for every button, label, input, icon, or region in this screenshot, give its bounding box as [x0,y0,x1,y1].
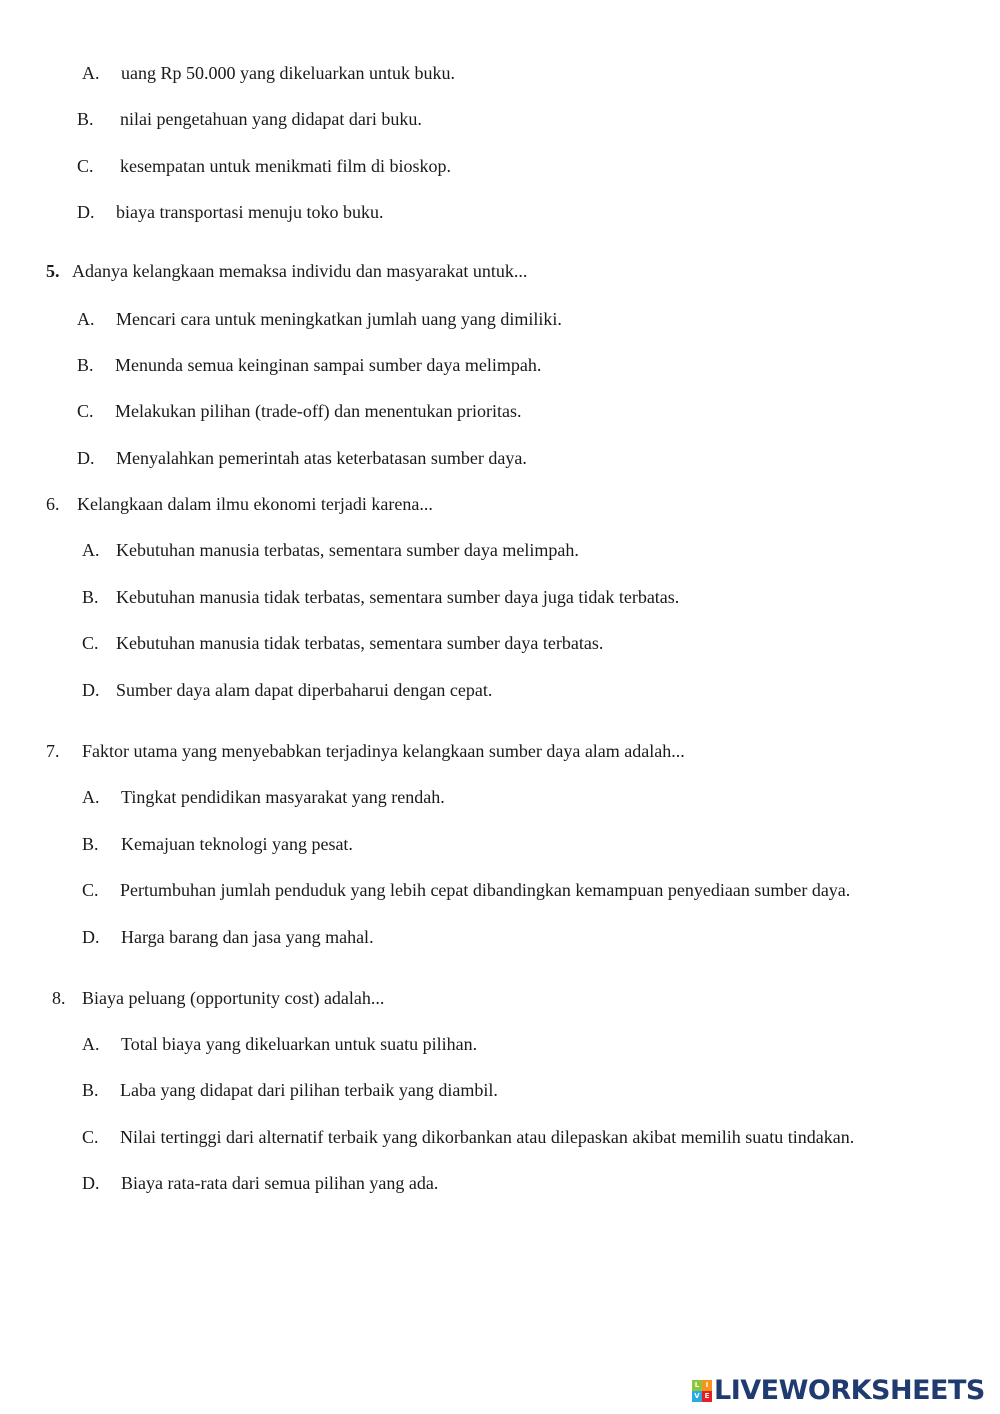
q4-option-c-text: kesempatan untuk menikmati film di bioskop. [120,156,451,176]
q8-option-a-text: Total biaya yang dikeluarkan untuk suatu pilihan. [121,1034,478,1054]
liveworksheets-logo [692,1376,985,1406]
q6-text: Kelangkaan dalam ilmu ekonomi terjadi karena... [77,494,433,514]
q7-text: Faktor utama yang menyebabkan terjadinya kelangkaan sumber daya alam adalah... [82,741,685,761]
q5-number: 5. [46,261,60,281]
q7-number: 7. [46,741,60,761]
q5-option-a-text: Mencari cara untuk meningkatkan jumlah uang yang dimiliki. [116,309,562,329]
q4-option-b-letter: B. [77,109,94,129]
q8-option-d-letter: D. [82,1173,100,1193]
liveworksheets-logo-text: LIVEWORKSHEETS [714,1375,985,1406]
q6-option-b-letter: B. [82,587,99,607]
q4-option-a-text: uang Rp 50.000 yang dikeluarkan untuk buku. [121,63,455,83]
q6-option-d-letter: D. [82,680,100,700]
q8-option-b-letter: B. [82,1080,99,1100]
q6-option-d-text: Sumber daya alam dapat diperbaharui dengan cepat. [116,680,493,700]
q6-option-a-text: Kebutuhan manusia terbatas, sementara sumber daya melimpah. [116,540,579,560]
q8-option-c-letter: C. [82,1127,99,1147]
q5-option-a-letter: A. [77,309,95,329]
q7-option-d-text: Harga barang dan jasa yang mahal. [121,927,374,947]
q7-option-b-letter: B. [82,834,99,854]
q7-option-a-text: Tingkat pendidikan masyarakat yang rendah. [121,787,445,807]
q5-option-b-letter: B. [77,355,94,375]
q6-option-c-text: Kebutuhan manusia tidak terbatas, sementara sumber daya terbatas. [116,633,604,653]
q8-option-b-text: Laba yang didapat dari pilihan terbaik yang diambil. [120,1080,498,1100]
q7-option-b-text: Kemajuan teknologi yang pesat. [121,834,353,854]
q7-option-c-text: Pertumbuhan jumlah penduduk yang lebih cepat dibandingkan kemampuan penyediaan sumber daya. [120,880,851,900]
liveworksheets-logo-icon [692,1380,712,1402]
logo-tile-l: L [692,1380,702,1391]
q6-option-b-text: Kebutuhan manusia tidak terbatas, sementara sumber daya juga tidak terbatas. [116,587,680,607]
q8-option-d-text: Biaya rata-rata dari semua pilihan yang ada. [121,1173,439,1193]
logo-tile-i: I [702,1380,712,1391]
q7-option-a-letter: A. [82,787,100,807]
q7-option-d-letter: D. [82,927,100,947]
q5-option-b-text: Menunda semua keinginan sampai sumber daya melimpah. [115,355,542,375]
q6-option-c-letter: C. [82,633,99,653]
q6-option-a-letter: A. [82,540,100,560]
q4-option-d-letter: D. [77,202,95,222]
q5-option-c-text: Melakukan pilihan (trade-off) dan menentukan prioritas. [115,401,522,421]
q8-option-c-text: Nilai tertinggi dari alternatif terbaik yang dikorbankan atau dilepaskan akibat memilih suatu tindakan. [120,1127,855,1147]
q5-option-d-text: Menyalahkan pemerintah atas keterbatasan sumber daya. [116,448,527,468]
q4-option-a-letter: A. [82,63,100,83]
q4-option-c-letter: C. [77,156,94,176]
q7-option-c-letter: C. [82,880,99,900]
q4-option-d-text: biaya transportasi menuju toko buku. [116,202,384,222]
q5-option-d-letter: D. [77,448,95,468]
q6-number: 6. [46,494,60,514]
q8-option-a-letter: A. [82,1034,100,1054]
q5-option-c-letter: C. [77,401,94,421]
logo-tile-v: V [692,1391,702,1402]
logo-tile-e: E [702,1391,712,1402]
q8-number: 8. [52,988,66,1008]
q5-text: Adanya kelangkaan memaksa individu dan masyarakat untuk... [72,261,528,281]
q8-text: Biaya peluang (opportunity cost) adalah... [82,988,385,1008]
q4-option-b-text: nilai pengetahuan yang didapat dari buku. [120,109,422,129]
